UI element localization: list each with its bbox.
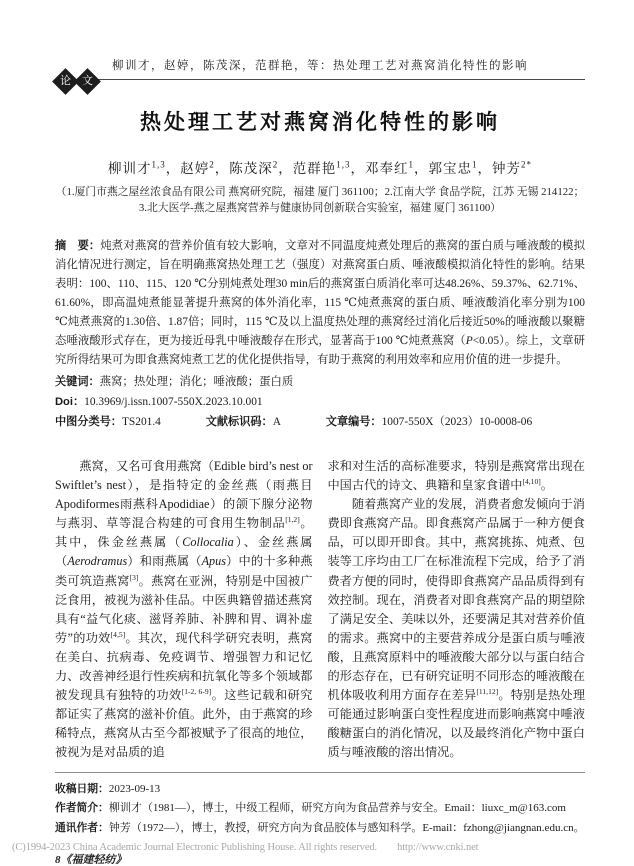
footnotes — [55, 780, 585, 839]
clc-value: TS201.4 — [121, 416, 161, 428]
body-column-left — [55, 457, 313, 763]
running-head: 柳训才，赵婷，陈茂深，范群艳，等：热处理工艺对燕窝消化特性的影响 — [112, 60, 528, 72]
abstract — [55, 237, 585, 370]
keywords-label: 关键词： — [55, 376, 100, 388]
doi-value: 10.3969/j.issn.1007-550X.2023.10.001 — [84, 396, 263, 408]
seal-char-wen: 文 — [82, 75, 93, 87]
classification-line — [55, 412, 585, 432]
footnote-text: 柳训才（1981—），博士，中级工程师，研究方向为食品营养与安全。Email：liuxc_m@163.com — [108, 802, 566, 814]
doc-code-value: A — [272, 416, 281, 428]
footnote-author-bio — [55, 799, 585, 819]
article-id-label: 文章编号： — [325, 416, 382, 428]
footnote-divider — [55, 772, 585, 773]
copyright-bar — [12, 842, 626, 853]
article-id-pair — [326, 412, 532, 432]
keywords-line — [55, 372, 585, 392]
footnote-label: 作者简介： — [55, 802, 109, 814]
article-id-value: 1007-550X（2023）10-0008-06 — [381, 416, 533, 428]
journal-seal — [56, 72, 97, 91]
page-number-marker: 8《福建轻纺》 — [55, 854, 127, 866]
keywords-text: 燕窝；热处理；消化；唾液酸；蛋白质 — [99, 376, 294, 388]
footnote-received — [55, 780, 585, 800]
doc-code-pair — [206, 412, 281, 432]
affiliations — [55, 185, 585, 216]
body-column-right — [328, 457, 586, 763]
doc-code-label: 文献标识码： — [205, 416, 273, 428]
clc-label: 中图分类号： — [55, 416, 122, 428]
abstract-text: 炖煮对燕窝的营养价值有较大影响，文章对不同温度炖煮处理后的燕窝的蛋白质与唾液酸的模拟消化情况进行测定，旨在明确燕窝热处理工艺（强度）对燕窝蛋白质、唾液酸模拟消化特性的影响。结果表明：100、110、115、120 ℃分别炖煮处理30 min后的燕窝蛋白质消化率可达48.26%、59.37%、62.71%、61.60%，即高温炖煮能显著提升燕窝的体外消化率，115 ℃炖煮燕窝的蛋白质、唾液酸消化率分别为100 ℃炖煮燕窝的1.30倍、1.87倍；同时，115 ℃及以上温度热处理的燕窝经过消化后接近50%的唾液酸以聚糖态唾液酸形式存在，更为接近母乳中唾液酸存在形式，显著高于100 ℃炖煮燕窝（P<0.05）。综上，文章研究所得结果可为即食燕窝炖煮工艺的优化提供指导，有助于燕窝的利用效率和应用价值的进一步提升。 — [55, 240, 585, 366]
abstract-label: 摘 要： — [55, 240, 101, 252]
authors-line: 柳训才$^{1,3}$，赵婷$^2$，陈茂深$^2$，范群艳$^{1,3}$，邓奉红$^1$，郭宝忠$^1$，钟芳$^{2*}$ — [108, 159, 532, 176]
footnote-text: 2023-09-13 — [108, 782, 161, 795]
doi-label: Doi： — [55, 396, 85, 408]
affiliation-line: （1.厦门市燕之屋丝浓食品有限公司 燕窝研究院，福建 厦门 361100；2.江南大学 食品学院，江苏 无锡 214122； — [55, 186, 585, 198]
meta-block — [55, 372, 585, 432]
copyright-url: http://www.cnki.net — [397, 842, 479, 853]
affiliation-line: 3.北大医学-燕之屋燕窝营养与健康协同创新联合实验室，福建 厦门 361100） — [138, 201, 502, 214]
doi-line — [55, 392, 585, 412]
seal-diamond-wen-icon — [74, 68, 101, 95]
page-header — [55, 57, 585, 87]
footnote-label: 收稿日期： — [55, 782, 109, 795]
body-columns — [55, 457, 585, 763]
footnote-label: 通讯作者： — [55, 821, 109, 834]
body-paragraph: 燕窝，又名可食用燕窝（Edible bird’s nest or Swiftlet’s nest），是指特定的金丝燕（雨燕目Apodiformes雨燕科Apodidiae）的颌下腺分泌物与燕羽、草等混合构建的可食用生物制品[1,2]。其中，侏金丝燕属（Collocalia）、金丝燕属（Aerodramus）和雨燕属（Apus）中的十多种燕类可筑造燕窝[3]。燕窝在亚洲，特别是中国被广泛食用，被视为滋补佳品。中医典籍曾描述燕窝具有“益气化痰、滋肾养肺、补脾和胃、调补虚劳”的功效[4,5]。其次，现代科学研究表明，燕窝在美白、抗病毒、免疫调节、增强智力和记忆力、改善神经退行性疾病和抗氧化等多个领域都被发现具有独特的功效[1-2, 6-9]。这些记载和研究都证实了燕窝的滋补价值。此外，由于燕窝的珍稀特点，燕窝从古至今都被赋予了很高的地位，被视为是对品质的追 — [55, 459, 313, 760]
footnote-text: 钟芳（1972—），博士，教授，研究方向为食品胶体与感知科学。E-mail：fzhong@jiangnan.edu.cn。 — [108, 821, 585, 834]
seal-char-lun: 论 — [60, 75, 71, 87]
copyright-text: (C)1994-2023 China Academic Journal Electronic Publishing House. All rights reserved. — [12, 842, 378, 853]
article-title: 热处理工艺对燕窝消化特性的影响 — [140, 111, 500, 134]
body-paragraph: 随着燕窝产业的发展，消费者愈发倾向于消费即食燕窝产品。即食燕窝产品属于一种方便食品，可以即开即食。其中，燕窝挑拣、炖煮、包装等工序均由工厂在标准流程下完成，给予了消费者方便的同时，使得即食燕窝产品品质得到有效控制。现在，消费者对即食燕窝产品的期望除了满足安全、美味以外，还要满足其对营养价值的需求。燕窝中的主要营养成分是蛋白质与唾液酸，且燕窝原料中的唾液酸大部分以与蛋白结合的形态存在，已有研究证明不同形态的唾液酸在机体吸收利用方面存在差异[11,12]。特别是热处理可能通过影响蛋白变性程度进而影响燕窝中唾液酸糖蛋白的消化情况，以及最终消化产物中蛋白质与唾液酸的溶出情况。 — [327, 497, 586, 760]
footnote-corresponding — [55, 819, 585, 839]
clc-pair — [55, 412, 161, 432]
body-paragraph: 求和对生活的高标准要求，特别是燕窝常出现在中国古代的诗文、典籍和皇家食谱中[4,10]。 — [327, 459, 585, 493]
